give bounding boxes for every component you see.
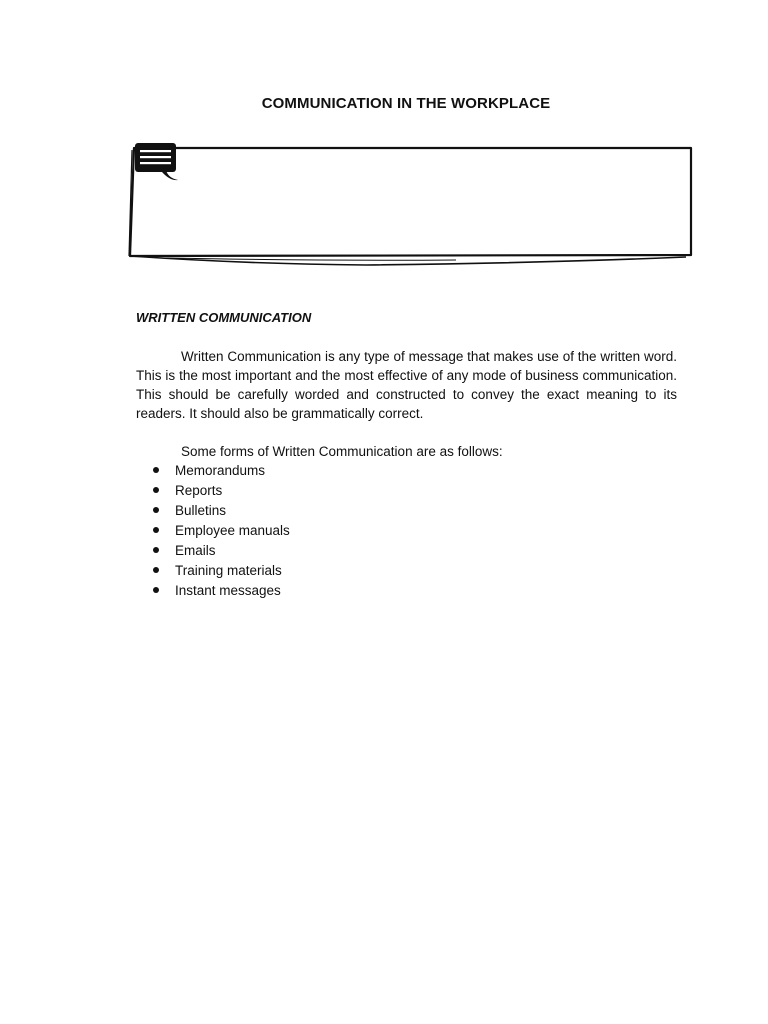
- list-item: Employee manuals: [150, 521, 290, 541]
- list-item: Memorandums: [150, 461, 290, 481]
- list-item: Instant messages: [150, 581, 290, 601]
- section-heading: WRITTEN COMMUNICATION: [136, 310, 312, 325]
- list-item: Bulletins: [150, 501, 290, 521]
- callout-box: [126, 140, 696, 270]
- list-item: Reports: [150, 481, 290, 501]
- list-item: Training materials: [150, 561, 290, 581]
- bullet-list: [150, 461, 290, 601]
- callout-frame: [126, 140, 696, 270]
- body-paragraph: Written Communication is any type of message that makes use of the written word. This is the most important and the most effective of any mode of business communication. This should be carefully worded and constructed to convey the exact meaning to its readers. It should also be grammatically correct.: [136, 349, 677, 421]
- list-item: Emails: [150, 541, 290, 561]
- page-title: COMMUNICATION IN THE WORKPLACE: [261, 95, 551, 112]
- list-intro: Some forms of Written Communication are as follows:: [181, 444, 503, 459]
